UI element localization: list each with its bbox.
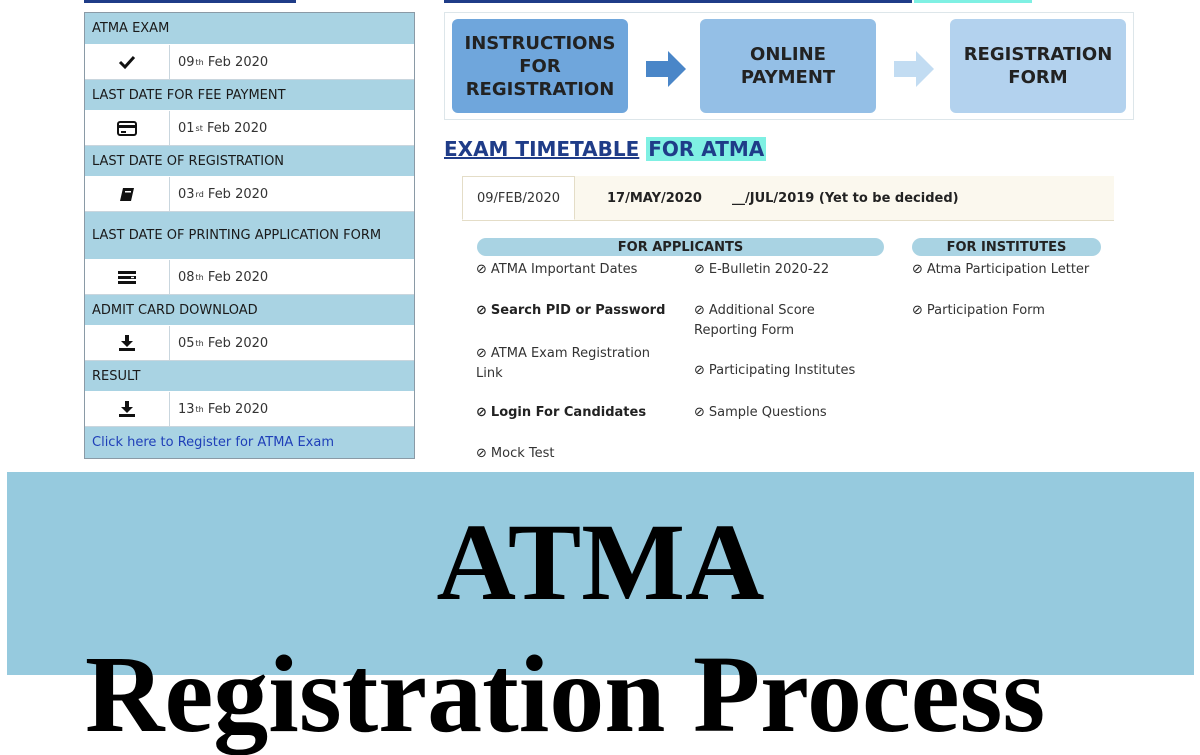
date-value: 13 th Feb 2020 [178,401,269,417]
link-important-dates[interactable]: ⊘ ATMA Important Dates [476,262,638,277]
date-row [85,260,414,295]
link-participation-form[interactable]: ⊘ Participation Form [912,303,1045,318]
date-row [85,111,414,146]
check-icon [85,45,170,79]
step-label: REGISTRATION [465,78,615,100]
section-heading: ADMIT CARD DOWNLOAD [85,295,414,326]
link-exam-registration[interactable]: ⊘ ATMA Exam Registration Link [476,346,651,381]
date-value: 03 rd Feb 2020 [178,186,269,202]
date-row [85,177,414,212]
timetable-heading-highlight: FOR ATMA [648,137,765,161]
cut-off-heading-underline-left [84,0,296,3]
step-label: ONLINE [750,44,826,65]
tab-date-2[interactable]: 17/MAY/2020 [607,190,702,206]
date-value: 09 th Feb 2020 [178,54,269,70]
step-instructions[interactable] [452,19,628,113]
check-circle-icon: ⊘ [912,262,923,277]
link-participation-letter[interactable]: ⊘ Atma Participation Letter [912,262,1090,277]
check-circle-icon: ⊘ [694,363,705,378]
download-icon [85,326,170,360]
title-banner [7,472,1194,755]
credit-card-icon [85,111,170,145]
step-label: PAYMENT [740,67,836,88]
arrow-right-icon [646,51,686,87]
check-circle-icon: ⊘ [694,262,705,277]
download-icon [85,392,170,426]
check-circle-icon: ⊘ [476,262,487,277]
check-circle-icon: ⊘ [694,405,705,420]
step-label: FOR [519,55,561,77]
step-label: REGISTRATION [963,44,1113,65]
step-label: FORM [1008,67,1068,88]
link-search-pid[interactable]: ⊘ Search PID or Password [476,303,666,318]
section-heading: LAST DATE OF REGISTRATION [85,146,414,177]
step-registration-form[interactable] [950,19,1126,113]
tab-date-1[interactable]: 09/FEB/2020 [462,176,575,220]
banner-title: ATMA [436,501,765,623]
section-heading: RESULT [85,361,414,392]
date-row [85,326,414,361]
link-login-candidates[interactable]: ⊘ Login For Candidates [476,405,647,420]
cut-off-heading-highlight [914,0,1032,3]
registration-steps [444,12,1134,120]
timetable-tabs [462,176,1114,221]
timetable-heading-link[interactable]: EXAM TIMETABLE [444,137,640,161]
printer-icon [85,260,170,294]
date-row [85,45,414,80]
link-sample-questions[interactable]: ⊘ Sample Questions [694,405,827,420]
link-e-bulletin[interactable]: ⊘ E-Bulletin 2020-22 [694,262,830,277]
section-heading: LAST DATE FOR FEE PAYMENT [85,80,414,111]
tab-date-3[interactable]: __/JUL/2019 (Yet to be decided) [732,190,959,206]
important-dates-panel [84,12,415,459]
date-row [85,392,414,427]
check-circle-icon: ⊘ [694,303,705,318]
banner-subtitle: Registration Process [85,633,1046,755]
cut-off-heading-underline-right [444,0,912,3]
timetable-heading [444,137,766,161]
link-additional-score[interactable]: ⊘ Additional Score Reporting Form [694,303,815,338]
date-value: 08 th Feb 2020 [178,269,269,285]
link-mock-test[interactable]: ⊘ Mock Test [476,446,555,461]
step-online-payment[interactable] [700,19,876,113]
book-icon [85,177,170,211]
check-circle-icon: ⊘ [476,346,487,361]
for-applicants-header: FOR APPLICANTS [477,238,884,256]
check-circle-icon: ⊘ [476,405,487,420]
section-heading: ATMA EXAM [85,13,414,45]
check-circle-icon: ⊘ [912,303,923,318]
section-heading: LAST DATE OF PRINTING APPLICATION FORM [85,212,414,260]
check-circle-icon: ⊘ [476,303,487,318]
arrow-right-icon [894,51,934,87]
for-institutes-header: FOR INSTITUTES [912,238,1101,256]
check-circle-icon: ⊘ [476,446,487,461]
step-label: INSTRUCTIONS [464,32,616,54]
register-link[interactable]: Click here to Register for ATMA Exam [85,427,414,458]
link-participating-institutes[interactable]: ⊘ Participating Institutes [694,363,856,378]
date-value: 01 st Feb 2020 [178,120,268,136]
date-value: 05 th Feb 2020 [178,335,269,351]
